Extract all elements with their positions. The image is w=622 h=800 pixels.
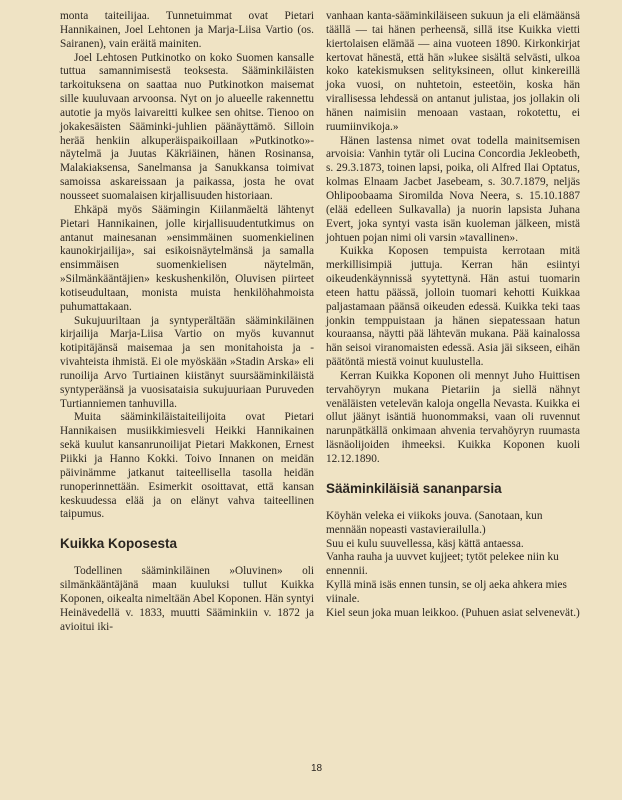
page-number: 18	[311, 763, 323, 774]
proverb: Suu ei kulu suuvellessa, käsj kättä antaessa.	[326, 537, 524, 550]
proverb: Köyhän veleka ei viikoks jouva. (Sanotaan, kun mennään nopeasti vastavierailulla.)	[326, 509, 543, 536]
paragraph: Sukujuuriltaan ja syntyperältään sääminkiläinen kirjailija Marja-Liisa Vartio on myös kuvannut kotipitäjänsä maisemaa ja sen monitahoista ja -vivahteista ihmistä. Ei ole myöskään »Stadin Arska» eli runoilija Arvo Turtiainen kiistänyt suursääminkiläistä syntyperäänsä ja vuosisataisia sukujuuriaan Puruveden Turtianniemen tanhuvilla.	[60, 314, 314, 410]
paragraph: Ehkäpä myös Säämingin Kiilanmäeltä lähtenyt Pietari Hannikainen, jolle kirjallisuudentutkimus on antanut mainesanan »ensimmäinen suomenkielinen kaunokirjailija», sai esikoisnäytelmänsä ja samalla ensimmäisen suomenkielisen näytelmän, »Silmänkääntäjien» keskushenkilön, Oluvisen piirteet kotiseudultaan, monista muista henkilöhahmoista puhumattakaan.	[60, 203, 314, 313]
section-heading: Kuikka Koposesta	[60, 536, 178, 552]
proverb: Kyllä minä isäs ennen tunsin, se olj aeka ahkera mies viinale.	[326, 579, 567, 605]
paragraph: monta taiteilijaa. Tunnetuimmat ovat Pietari Hannikainen, Joel Lehtonen ja Marja-Liisa Vartio (os. Sairanen), vain eräitä mainiten.	[60, 10, 314, 50]
paragraph: Joel Lehtosen Putkinotko on koko Suomen kansalle tuttua samannimisestä teoksesta. Sääminkiläisten tarkoituksena on saattaa nuo Putkinotkon maisemat sille kuuluvaan arvoonsa. Nyt on jo alueelle rakennettu autotie ja myös laivareitti kulkee sen ohitse. Tienoo on jokakesäisten Sääminki-juhlien päänäyttämö. Silloin herää henkiin alkuperäispaikoillaan »Putkinotko»-näytelmä ja Juutas Käkriäinen, hänen Rosinansa, Malakiaksensa, Sanelmansa ja Sanukkansa toimivat samoissa askareissaan ja paikassa, josta he ovat nousseet suomalaisen kirjallisuuden historiaan.	[60, 51, 314, 202]
right-column	[326, 10, 580, 621]
paragraph: Hänen lastensa nimet ovat todella mainitsemisen arvoisia: Vanhin tytär oli Lucina Concordia Jekleobeth, s. 29.3.1873, toinen lapsi, poika, oli Alfred Ilai Optatus, kolmas Elnaam Jacbet Jasebeam, s. 30.7.1879, neljäs Ohlipoobaama Siromilda Nova Neera, s. 15.10.1887 (elää edelleen Sulkavalla) ja nuorin lapsista Juhana Evert, joka syntyi vasta isän kuoleman jälkeen, mistä johtuen pojan nimi oli varsin »tavallinen».	[326, 134, 580, 244]
paragraph: Muita sääminkiläistaiteilijoita ovat Pietari Hannikaisen musiikkimiesveli Heikki Hannikainen sekä kuulut kansanrunoilijat Pietari Makkonen, Ernest Piikki ja Hanno Kokki. Toivo Innanen on meidän päivinämme jatkanut taiteellisella tasolla heidän runoperinnettään. Esimerkit osoittavat, että kansan keskuudessa elää ja on elänyt vahva taiteellinen taipumus.	[60, 411, 314, 521]
left-column	[60, 10, 314, 634]
section-heading: Sääminkiläisiä sananparsia	[326, 480, 502, 496]
paragraph: Kuikka Koposen tempuista kerrotaan mitä merkillisimpiä juttuja. Kerran hän esiintyi oikeudenkäynnissä syytettynä. Hän astui tuomarin eteen hattu päässä, jolloin tuomari kehotti Kuikkaa paljastamaan päänsä oikeuden edessä. Kuikka teki taas jonkin temppuistaan ja hänen siepatessaan hatun kouraansa, näytti pää lähtevän mukana. Pää kainalossa hän seisoi viranomaisten edessä. Asia jäi sikseen, eihän päätöntä miestä voinut kuulustella.	[326, 245, 580, 369]
paragraph: vanhaan kanta-sääminkiläiseen sukuun ja eli elämäänsä täällä — tai hänen perheensä, sillä itse Kuikka vietti kiertolaisen elämää — aina vuoteen 1890. Kirkonkirjat kertovat hänestä, että hän »lukee sisältä selvästi, ulkoa koko katekismuksen selityksineen, ollut kinkereillä joka vuosi, on nuhtetoin, esteetöin, koska hän virallisessa lehdessä on antanut julistaa, jos jollakin oli hänen naimisiin menoaan vastaan, rokotettu, ei ruumiinvikoja.»	[326, 10, 580, 133]
paragraph: Todellinen sääminkiläinen »Oluvinen» oli silmänkääntäjänä maan kuuluksi tullut Kuikka Koponen, oikealta nimeltään Abel Koponen. Hän syntyi Heinävedellä v. 1833, muutti Sääminkiin v. 1872 ja avioitui iki-	[60, 565, 314, 633]
paragraph: Kerran Kuikka Koponen oli mennyt Juho Huittisen tervahöyryn mukana Pietariin ja siellä nähnyt venäläisten vetelevän kaloja ongella Nevasta. Kuikka ei ollut jäänyt isäntiä huonommaksi, vaan oli ruvennut narunpätkällä onkimaan ahvenia tervahöyryn ruumasta läsnäolijoiden ihmeeksi. Kuikka Koponen kuoli 12.12.1890.	[326, 369, 580, 465]
proverb: Vanha rauha ja uuvvet kujjeet; tytöt pelekee niin ku ennennii.	[326, 551, 559, 578]
proverb-list	[326, 510, 580, 621]
proverb: Kiel seun joka muan leikkoo. (Puhuen asiat selvenevät.)	[326, 606, 580, 619]
